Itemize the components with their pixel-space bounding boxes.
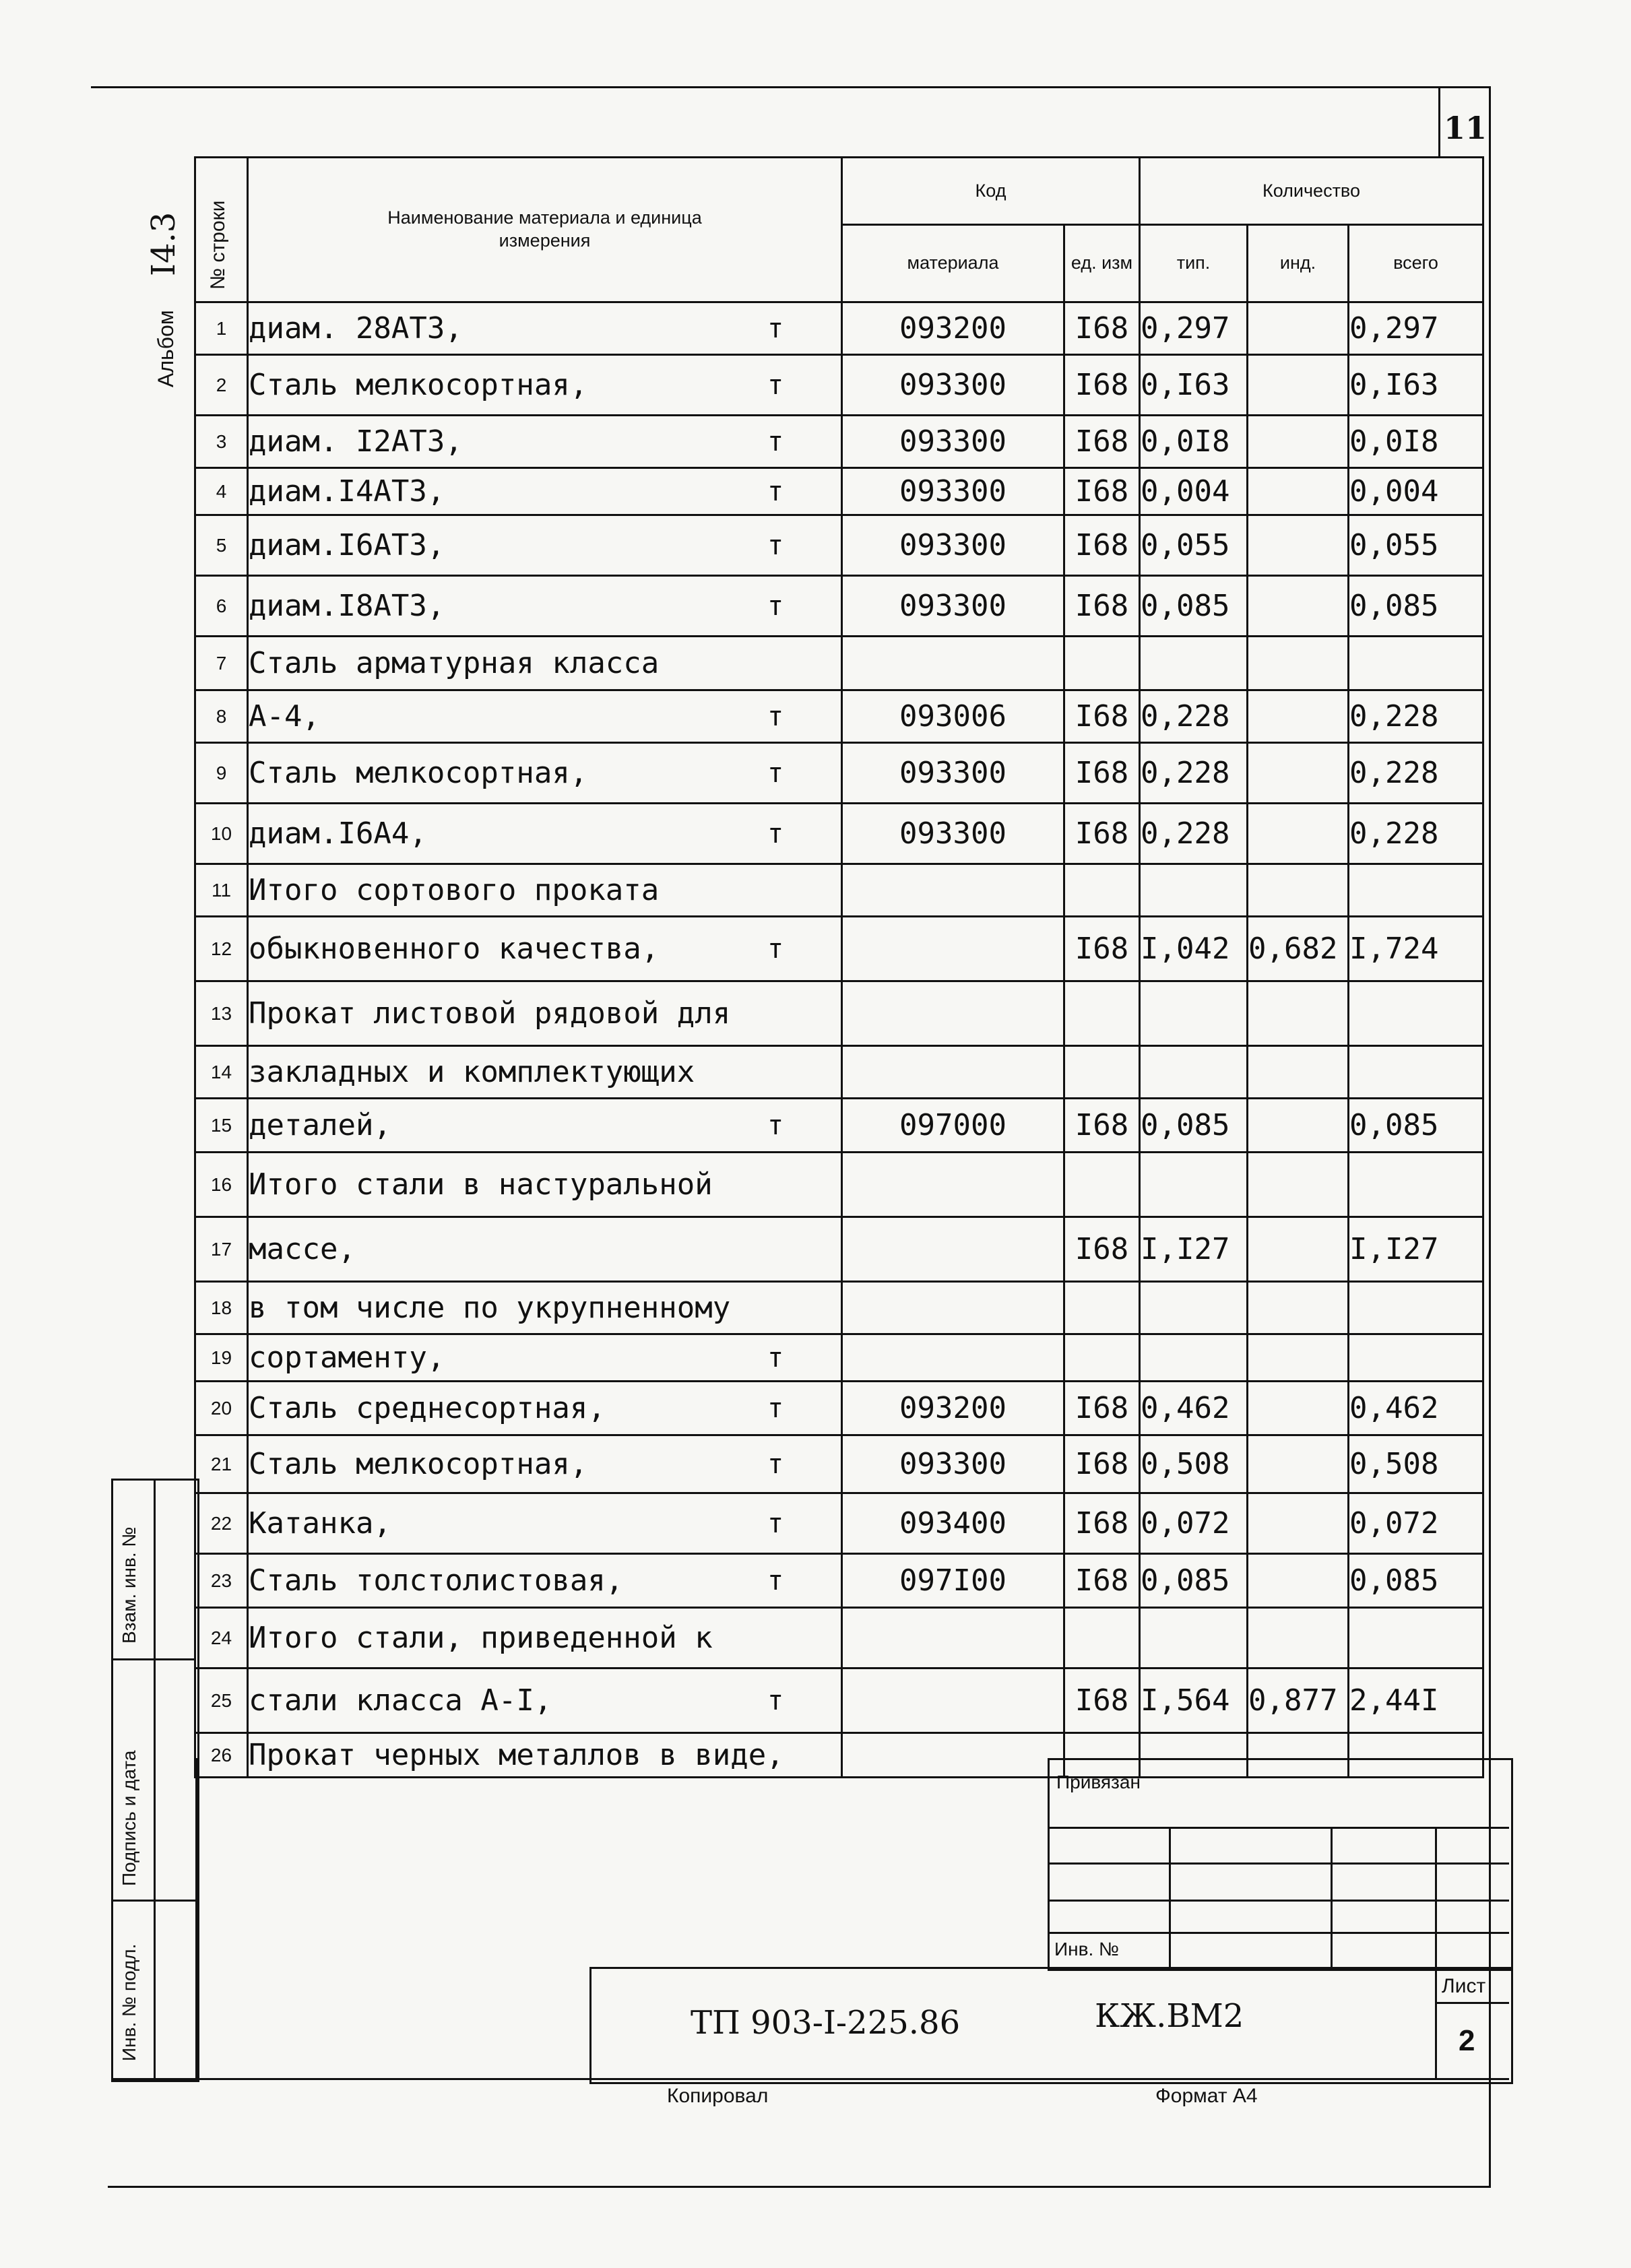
format-label: Формат А4 <box>1155 2085 1258 2107</box>
frame-top-line <box>91 86 1489 88</box>
unit-code-cell <box>1064 1153 1140 1217</box>
materials-table <box>194 156 1484 1778</box>
row-number-cell: 11 <box>195 864 248 917</box>
material-name: диам.I6АТ3, <box>249 528 445 562</box>
qty-ind-cell <box>1248 1282 1349 1334</box>
unit-code-cell: I68 <box>1064 355 1140 416</box>
album-number: I4.3 <box>145 212 183 276</box>
qty-typ-cell: 0,I63 <box>1140 355 1248 416</box>
material-name: диам.I8АТ3, <box>249 589 445 623</box>
privyazan-row-2 <box>1048 1862 1509 1865</box>
material-name-cell <box>248 1493 842 1554</box>
material-name: Прокат листовой рядовой для <box>249 996 731 1031</box>
material-code-cell <box>842 637 1064 690</box>
unit-mark: т <box>767 369 784 401</box>
sheet-label: Лист <box>1442 1975 1486 1997</box>
qty-typ-cell <box>1140 1282 1248 1334</box>
row-number-cell: 20 <box>195 1382 248 1435</box>
qty-ind-cell <box>1248 1493 1349 1554</box>
material-name-cell <box>248 1554 842 1608</box>
qty-typ-cell: 0,085 <box>1140 576 1248 637</box>
title-sheet-row <box>1435 2002 1509 2004</box>
unit-code-cell <box>1064 1334 1140 1382</box>
material-name-cell <box>248 690 842 743</box>
qty-ind-cell <box>1248 690 1349 743</box>
privyazan-row-1 <box>1048 1827 1509 1829</box>
unit-code-cell <box>1064 1608 1140 1668</box>
material-name-cell <box>248 1282 842 1334</box>
unit-mark: т <box>767 701 784 732</box>
header-qty-group: Количество <box>1140 158 1483 225</box>
side-stamp-sep-1 <box>111 1658 195 1660</box>
qty-ind-cell: 0,877 <box>1248 1668 1349 1733</box>
unit-code-cell: I68 <box>1064 804 1140 864</box>
unit-code-cell: I68 <box>1064 416 1140 468</box>
unit-code-cell: I68 <box>1064 576 1140 637</box>
unit-code-cell: I68 <box>1064 468 1140 515</box>
material-code-cell: 093200 <box>842 1382 1064 1435</box>
row-number-cell: 18 <box>195 1282 248 1334</box>
qty-total-cell: I,724 <box>1349 917 1483 981</box>
qty-total-cell <box>1349 1334 1483 1382</box>
unit-mark: т <box>767 933 784 965</box>
unit-code-cell: I68 <box>1064 1493 1140 1554</box>
row-number-cell: 6 <box>195 576 248 637</box>
qty-total-cell: I,I27 <box>1349 1217 1483 1282</box>
material-code-cell: 093300 <box>842 355 1064 416</box>
material-code-cell <box>842 917 1064 981</box>
qty-total-cell: 0,072 <box>1349 1493 1483 1554</box>
material-name: деталей, <box>249 1108 391 1142</box>
qty-ind-cell <box>1248 1153 1349 1217</box>
table-row <box>195 1099 1483 1153</box>
material-name-cell <box>248 355 842 416</box>
table-row <box>195 1282 1483 1334</box>
table-row <box>195 864 1483 917</box>
table-row <box>195 1435 1483 1493</box>
qty-typ-cell: I,564 <box>1140 1668 1248 1733</box>
material-code-cell: 097000 <box>842 1099 1064 1153</box>
privyazan-row-3 <box>1048 1900 1509 1902</box>
material-name-cell <box>248 1217 842 1282</box>
qty-typ-cell: 0,228 <box>1140 804 1248 864</box>
qty-ind-cell <box>1248 576 1349 637</box>
unit-code-cell: I68 <box>1064 743 1140 804</box>
qty-typ-cell: 0,508 <box>1140 1435 1248 1493</box>
row-number-cell: 9 <box>195 743 248 804</box>
qty-typ-cell: 0,228 <box>1140 743 1248 804</box>
table-row <box>195 917 1483 981</box>
material-name-cell <box>248 1668 842 1733</box>
material-code-cell <box>842 864 1064 917</box>
material-code-cell: 093300 <box>842 1435 1064 1493</box>
qty-typ-cell: 0,004 <box>1140 468 1248 515</box>
table-row <box>195 468 1483 515</box>
table-row <box>195 302 1483 355</box>
title-sheet-divider <box>1435 1967 1437 2080</box>
row-number-cell: 8 <box>195 690 248 743</box>
side-stamp-divider <box>154 1479 156 2078</box>
material-code-cell <box>842 1282 1064 1334</box>
material-name-cell <box>248 468 842 515</box>
material-name: Сталь арматурная класса <box>249 646 660 680</box>
bottom-left-border <box>195 1758 197 2078</box>
material-name-cell <box>248 1099 842 1153</box>
table-row <box>195 804 1483 864</box>
unit-code-cell: I68 <box>1064 1435 1140 1493</box>
copied-label: Копировал <box>667 2085 769 2107</box>
material-name-cell <box>248 416 842 468</box>
unit-mark: т <box>767 818 784 849</box>
row-number-cell: 12 <box>195 917 248 981</box>
qty-typ-cell: 0,072 <box>1140 1493 1248 1554</box>
row-number-cell: 4 <box>195 468 248 515</box>
unit-code-cell <box>1064 864 1140 917</box>
qty-total-cell: 0,462 <box>1349 1382 1483 1435</box>
row-number-cell: 3 <box>195 416 248 468</box>
qty-total-cell: 0,228 <box>1349 804 1483 864</box>
material-name-cell <box>248 637 842 690</box>
table-row <box>195 1217 1483 1282</box>
qty-ind-cell <box>1248 355 1349 416</box>
material-name-cell <box>248 1382 842 1435</box>
material-name-cell <box>248 1153 842 1217</box>
material-name-cell <box>248 1334 842 1382</box>
privyazan-col-3 <box>1435 1827 1437 1967</box>
row-number-cell: 14 <box>195 1046 248 1099</box>
material-name: Итого сортового проката <box>249 873 660 907</box>
vzam-label: Взам. инв. № <box>119 1526 139 1644</box>
row-number-cell: 7 <box>195 637 248 690</box>
unit-mark: т <box>767 1342 784 1373</box>
qty-total-cell: 0,0I8 <box>1349 416 1483 468</box>
row-number-cell: 2 <box>195 355 248 416</box>
unit-code-cell: I68 <box>1064 302 1140 355</box>
table-row <box>195 1493 1483 1554</box>
material-name: Сталь мелкосортная, <box>249 368 588 402</box>
material-name: стали класса А-I, <box>249 1683 552 1718</box>
qty-ind-cell <box>1248 1099 1349 1153</box>
material-name: Прокат черных металлов в виде, <box>249 1738 784 1772</box>
unit-mark: т <box>767 1685 784 1716</box>
row-number-cell: 10 <box>195 804 248 864</box>
table-row <box>195 1334 1483 1382</box>
qty-total-cell: 0,004 <box>1349 468 1483 515</box>
unit-code-cell <box>1064 1282 1140 1334</box>
qty-ind-cell <box>1248 416 1349 468</box>
material-code-cell: 093300 <box>842 576 1064 637</box>
table-row <box>195 690 1483 743</box>
document-mark: КЖ.ВМ2 <box>1095 1997 1244 2035</box>
row-number-cell: 26 <box>195 1733 248 1778</box>
header-code-unit: ед. изм <box>1064 225 1140 302</box>
qty-total-cell <box>1349 1282 1483 1334</box>
row-number-cell: 1 <box>195 302 248 355</box>
qty-total-cell: 0,I63 <box>1349 355 1483 416</box>
table-row <box>195 1046 1483 1099</box>
qty-typ-cell <box>1140 637 1248 690</box>
table-row <box>195 1153 1483 1217</box>
privyazan-col-2 <box>1331 1827 1333 1967</box>
material-name-cell <box>248 981 842 1046</box>
table-row <box>195 981 1483 1046</box>
privyazan-label: Привязан <box>1056 1772 1141 1792</box>
qty-total-cell <box>1349 981 1483 1046</box>
qty-ind-cell <box>1248 302 1349 355</box>
unit-code-cell: I68 <box>1064 917 1140 981</box>
material-code-cell: 093006 <box>842 690 1064 743</box>
qty-ind-cell <box>1248 1046 1349 1099</box>
material-code-cell <box>842 1217 1064 1282</box>
frame-bottom-line <box>108 2186 1491 2188</box>
unit-code-cell <box>1064 1046 1140 1099</box>
material-code-cell: 093300 <box>842 515 1064 576</box>
row-number-cell: 19 <box>195 1334 248 1382</box>
top-sheet-number: 11 <box>1443 110 1487 146</box>
qty-total-cell: 0,297 <box>1349 302 1483 355</box>
material-name: диам.I6А4, <box>249 816 427 851</box>
material-name: Итого стали, приведенной к <box>249 1621 713 1655</box>
qty-typ-cell: 0,462 <box>1140 1382 1248 1435</box>
unit-mark: т <box>767 1508 784 1539</box>
material-name: Сталь мелкосортная, <box>249 1447 588 1481</box>
album-label: Альбом <box>154 310 178 387</box>
header-qty-ind: инд. <box>1248 225 1349 302</box>
material-name: обыкновенного качества, <box>249 932 660 966</box>
material-name: Сталь толстолистовая, <box>249 1563 624 1598</box>
frame-right-top-line <box>1438 86 1440 157</box>
qty-total-cell: 0,085 <box>1349 576 1483 637</box>
material-name-cell <box>248 1608 842 1668</box>
row-number-cell: 16 <box>195 1153 248 1217</box>
qty-typ-cell: 0,0I8 <box>1140 416 1248 468</box>
header-qty-typ: тип. <box>1140 225 1248 302</box>
unit-mark: т <box>767 313 784 344</box>
qty-ind-cell <box>1248 1435 1349 1493</box>
material-code-cell: 093300 <box>842 468 1064 515</box>
table-row <box>195 416 1483 468</box>
unit-code-cell: I68 <box>1064 515 1140 576</box>
unit-code-cell: I68 <box>1064 1099 1140 1153</box>
material-name-cell <box>248 864 842 917</box>
material-code-cell: 093400 <box>842 1493 1064 1554</box>
qty-total-cell <box>1349 637 1483 690</box>
qty-ind-cell: 0,682 <box>1248 917 1349 981</box>
qty-total-cell: 2,44I <box>1349 1668 1483 1733</box>
unit-code-cell: I68 <box>1064 1217 1140 1282</box>
material-code-cell <box>842 1668 1064 1733</box>
qty-total-cell: 0,228 <box>1349 743 1483 804</box>
unit-code-cell <box>1064 981 1140 1046</box>
qty-ind-cell <box>1248 515 1349 576</box>
header-code-material: материала <box>842 225 1064 302</box>
row-number-cell: 23 <box>195 1554 248 1608</box>
material-name: Сталь мелкосортная, <box>249 756 588 790</box>
qty-typ-cell <box>1140 1608 1248 1668</box>
qty-total-cell <box>1349 1046 1483 1099</box>
material-name: Катанка, <box>249 1506 391 1541</box>
material-name: массе, <box>249 1232 356 1266</box>
material-name: А-4, <box>249 699 320 734</box>
unit-mark: т <box>767 426 784 457</box>
material-name: диам.I4АТ3, <box>249 474 445 509</box>
qty-typ-cell: I,042 <box>1140 917 1248 981</box>
material-name-cell <box>248 804 842 864</box>
row-number-cell: 13 <box>195 981 248 1046</box>
material-name-cell <box>248 1733 842 1778</box>
material-name-cell <box>248 743 842 804</box>
material-name: Итого стали в настуральной <box>249 1167 713 1202</box>
material-name-cell <box>248 917 842 981</box>
material-name-cell <box>248 302 842 355</box>
row-number-cell: 17 <box>195 1217 248 1282</box>
qty-ind-cell <box>1248 1608 1349 1668</box>
material-code-cell: 093300 <box>842 804 1064 864</box>
material-code-cell <box>842 1733 1064 1778</box>
inv-podl-label: Инв. № подл. <box>119 1943 139 2061</box>
material-name: диам. 28АТ3, <box>249 311 463 346</box>
table-row <box>195 515 1483 576</box>
privyazan-col-1 <box>1169 1827 1171 1967</box>
table-row <box>195 355 1483 416</box>
unit-code-cell: I68 <box>1064 1668 1140 1733</box>
qty-ind-cell <box>1248 1217 1349 1282</box>
unit-mark: т <box>767 1109 784 1141</box>
unit-mark: т <box>767 757 784 789</box>
qty-ind-cell <box>1248 1334 1349 1382</box>
unit-code-cell: I68 <box>1064 690 1140 743</box>
header-rowno: № строки <box>195 158 248 302</box>
material-code-cell: 097I00 <box>842 1554 1064 1608</box>
material-code-cell <box>842 1608 1064 1668</box>
qty-total-cell <box>1349 1153 1483 1217</box>
qty-typ-cell: 0,085 <box>1140 1099 1248 1153</box>
material-code-cell <box>842 1153 1064 1217</box>
material-code-cell <box>842 1334 1064 1382</box>
material-name: Сталь среднесортная, <box>249 1391 606 1425</box>
unit-mark: т <box>767 1565 784 1596</box>
qty-typ-cell: 0,228 <box>1140 690 1248 743</box>
qty-ind-cell <box>1248 1382 1349 1435</box>
unit-mark: т <box>767 590 784 622</box>
material-name-cell <box>248 1046 842 1099</box>
table-row <box>195 637 1483 690</box>
unit-mark: т <box>767 1392 784 1424</box>
qty-total-cell: 0,055 <box>1349 515 1483 576</box>
material-code-cell: 093300 <box>842 743 1064 804</box>
header-qty-total: всего <box>1349 225 1483 302</box>
material-name: закладных и комплектующих <box>249 1055 695 1089</box>
row-number-cell: 22 <box>195 1493 248 1554</box>
qty-ind-cell <box>1248 981 1349 1046</box>
unit-mark: т <box>767 476 784 507</box>
table-row <box>195 743 1483 804</box>
qty-typ-cell <box>1140 981 1248 1046</box>
table-row <box>195 576 1483 637</box>
material-code-cell: 093200 <box>842 302 1064 355</box>
qty-total-cell: 0,228 <box>1349 690 1483 743</box>
row-number-cell: 21 <box>195 1435 248 1493</box>
qty-typ-cell: 0,055 <box>1140 515 1248 576</box>
material-name: в том числе по укрупненному <box>249 1291 731 1325</box>
qty-total-cell <box>1349 1608 1483 1668</box>
unit-code-cell: I68 <box>1064 1382 1140 1435</box>
qty-ind-cell <box>1248 637 1349 690</box>
header-name: Наименование материала и единица измерения <box>248 158 842 302</box>
unit-code-cell <box>1064 637 1140 690</box>
qty-ind-cell <box>1248 864 1349 917</box>
qty-ind-cell <box>1248 468 1349 515</box>
unit-code-cell: I68 <box>1064 1554 1140 1608</box>
material-name-cell <box>248 515 842 576</box>
qty-total-cell <box>1349 864 1483 917</box>
qty-typ-cell <box>1140 1153 1248 1217</box>
podpis-label: Подпись и дата <box>119 1750 139 1886</box>
material-code-cell: 093300 <box>842 416 1064 468</box>
privyazan-row-4 <box>1048 1932 1509 1934</box>
unit-mark: т <box>767 529 784 561</box>
row-number-cell: 5 <box>195 515 248 576</box>
table-row <box>195 1554 1483 1608</box>
unit-mark: т <box>767 1448 784 1480</box>
header-code-group: Код <box>842 158 1140 225</box>
qty-typ-cell <box>1140 1334 1248 1382</box>
document-code: ТП 903-I-225.86 <box>691 2004 961 2042</box>
qty-ind-cell <box>1248 804 1349 864</box>
qty-typ-cell <box>1140 864 1248 917</box>
row-number-cell: 15 <box>195 1099 248 1153</box>
material-code-cell <box>842 981 1064 1046</box>
qty-total-cell: 0,508 <box>1349 1435 1483 1493</box>
material-code-cell <box>842 1046 1064 1099</box>
material-name: диам. I2АТ3, <box>249 424 463 459</box>
material-name: сортаменту, <box>249 1340 445 1375</box>
qty-total-cell: 0,085 <box>1349 1099 1483 1153</box>
qty-total-cell: 0,085 <box>1349 1554 1483 1608</box>
qty-typ-cell: 0,085 <box>1140 1554 1248 1608</box>
row-number-cell: 25 <box>195 1668 248 1733</box>
qty-typ-cell <box>1140 1046 1248 1099</box>
qty-typ-cell: 0,297 <box>1140 302 1248 355</box>
qty-ind-cell <box>1248 743 1349 804</box>
side-stamp-sep-2 <box>111 1900 195 1902</box>
material-name-cell <box>248 1435 842 1493</box>
table-row <box>195 1668 1483 1733</box>
material-name-cell <box>248 576 842 637</box>
table-row <box>195 1608 1483 1668</box>
qty-ind-cell <box>1248 1554 1349 1608</box>
inv-no-label: Инв. № <box>1054 1939 1120 1959</box>
sheet-value: 2 <box>1459 2024 1475 2057</box>
row-number-cell: 24 <box>195 1608 248 1668</box>
table-row <box>195 1382 1483 1435</box>
qty-typ-cell: I,I27 <box>1140 1217 1248 1282</box>
